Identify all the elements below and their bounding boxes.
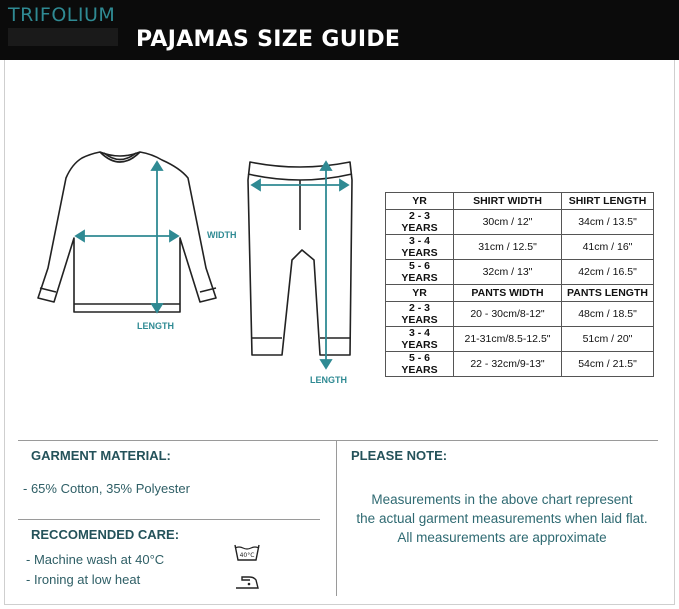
- shirt-width-label: WIDTH: [207, 230, 237, 240]
- table-cell: 20 - 30cm/8-12": [454, 302, 562, 327]
- table-row: [386, 302, 654, 327]
- page-title: PAJAMAS SIZE GUIDE: [136, 27, 401, 52]
- pants-length-label: LENGTH: [310, 375, 347, 385]
- note-text: [337, 490, 667, 547]
- care-divider: [18, 519, 320, 520]
- material-text: - 65% Cotton, 35% Polyester: [23, 481, 190, 496]
- table-header-row: [386, 193, 654, 210]
- table-row: [386, 210, 654, 235]
- table-cell: 5 - 6 YEARS: [386, 352, 454, 377]
- material-title: GARMENT MATERIAL:: [31, 448, 171, 463]
- machine-wash-icon: [234, 544, 260, 562]
- table-header-row: [386, 285, 654, 302]
- table-cell: 51cm / 20": [562, 327, 654, 352]
- table-cell: 31cm / 12.5": [454, 235, 562, 260]
- table-cell: 2 - 3 YEARS: [386, 302, 454, 327]
- section-divider: [18, 440, 658, 441]
- note-line: Measurements in the above chart represent: [371, 492, 633, 507]
- table-cell: YR: [386, 193, 454, 210]
- table-cell: PANTS WIDTH: [454, 285, 562, 302]
- table-cell: 41cm / 16": [562, 235, 654, 260]
- brand-tagline-bar: [8, 28, 118, 46]
- brand-logo: TRIFOLIUM: [8, 4, 116, 26]
- garment-illustration: [20, 150, 360, 390]
- table-cell: 5 - 6 YEARS: [386, 260, 454, 285]
- wash-icon-label: 40°C: [239, 552, 255, 559]
- table-cell: 21-31cm/8.5-12.5": [454, 327, 562, 352]
- care-title: RECCOMENDED CARE:: [31, 527, 180, 542]
- table-cell: 22 - 32cm/9-13": [454, 352, 562, 377]
- header-bar: [0, 0, 679, 60]
- table-cell: 3 - 4 YEARS: [386, 235, 454, 260]
- table-cell: SHIRT WIDTH: [454, 193, 562, 210]
- table-cell: 54cm / 21.5": [562, 352, 654, 377]
- table-row: [386, 235, 654, 260]
- table-cell: 3 - 4 YEARS: [386, 327, 454, 352]
- table-cell: SHIRT LENGTH: [562, 193, 654, 210]
- table-cell: 34cm / 13.5": [562, 210, 654, 235]
- table-cell: PANTS LENGTH: [562, 285, 654, 302]
- table-row: [386, 327, 654, 352]
- note-line: the actual garment measurements when laid flat.: [356, 511, 648, 526]
- table-row: [386, 352, 654, 377]
- table-cell: 32cm / 13": [454, 260, 562, 285]
- care-iron-text: - Ironing at low heat: [26, 572, 141, 587]
- table-cell: 48cm / 18.5": [562, 302, 654, 327]
- iron-low-heat-icon: [234, 574, 260, 590]
- table-cell: 30cm / 12": [454, 210, 562, 235]
- shirt-outline: [38, 152, 216, 312]
- note-title: PLEASE NOTE:: [351, 448, 448, 463]
- table-cell: 2 - 3 YEARS: [386, 210, 454, 235]
- size-table: [385, 192, 654, 377]
- table-row: [386, 260, 654, 285]
- table-cell: YR: [386, 285, 454, 302]
- note-line: All measurements are approximate: [397, 530, 607, 545]
- shirt-length-label: LENGTH: [137, 321, 174, 331]
- table-cell: 42cm / 16.5": [562, 260, 654, 285]
- care-wash-text: - Machine wash at 40°C: [26, 552, 165, 567]
